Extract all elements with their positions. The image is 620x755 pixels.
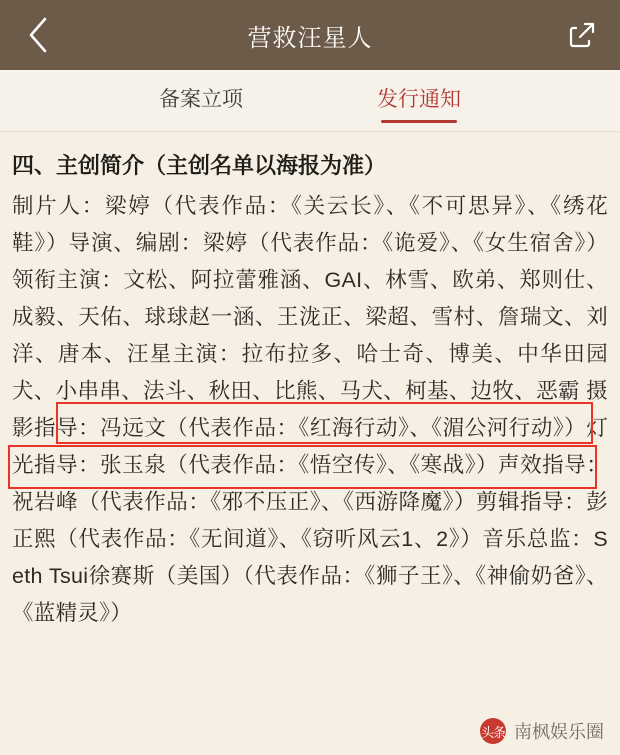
watermark — [0, 707, 620, 755]
tab-filing-project[interactable]: 备案立项 — [159, 87, 243, 111]
section-heading: 四、主创简介（主创名单以海报为准） — [12, 153, 387, 178]
share-button[interactable] — [558, 0, 606, 70]
page-title: 营救汪星人 — [247, 24, 373, 52]
tab-bar — [0, 70, 620, 132]
tab-release-notice[interactable]: 发行通知 — [375, 77, 463, 125]
share-icon — [566, 19, 598, 51]
toutiao-logo-icon: 头条 — [480, 718, 506, 744]
chevron-left-icon — [25, 15, 51, 55]
article-content — [0, 132, 620, 632]
watermark-content — [480, 718, 604, 744]
section-paragraph: 制片人：梁婷（代表作品：《关云长》、《不可思异》、《绣花鞋》）导演、编剧：梁婷（代表作品：《诡爱》、《女生宿舍》）领衔主演：文松、阿拉蕾雅涵、GAI、林雪、欧弟、郑则仕、成毅、天佑、球球赵一涵、王泷正、梁超、雪村、詹瑞文、刘洋、唐本、汪星主演：拉布拉多、哈士奇、博美、中华田园犬、小串串、法斗、秋田、比熊、马犬、柯基、边牧、恶霸 摄影指导：冯远文（代表作品：《红海行动》、《湄公河行动》）灯光指导：张玉泉（代表作品：《悟空传》、《寒战》）声效指导：祝岩峰（代表作品：《邪不压正》、《西游降魔》）剪辑指导：彭正熙（代表作品：《无间道》、《窃听风云1、2》）音乐总监：Seth Tsui徐赛斯（美国）（代表作品：《狮子王》、《神偷奶爸》、《蓝精灵》） — [12, 194, 608, 625]
app-header — [0, 0, 620, 70]
watermark-account-name: 南枫娱乐圈 — [514, 722, 604, 742]
back-button[interactable] — [14, 0, 62, 70]
